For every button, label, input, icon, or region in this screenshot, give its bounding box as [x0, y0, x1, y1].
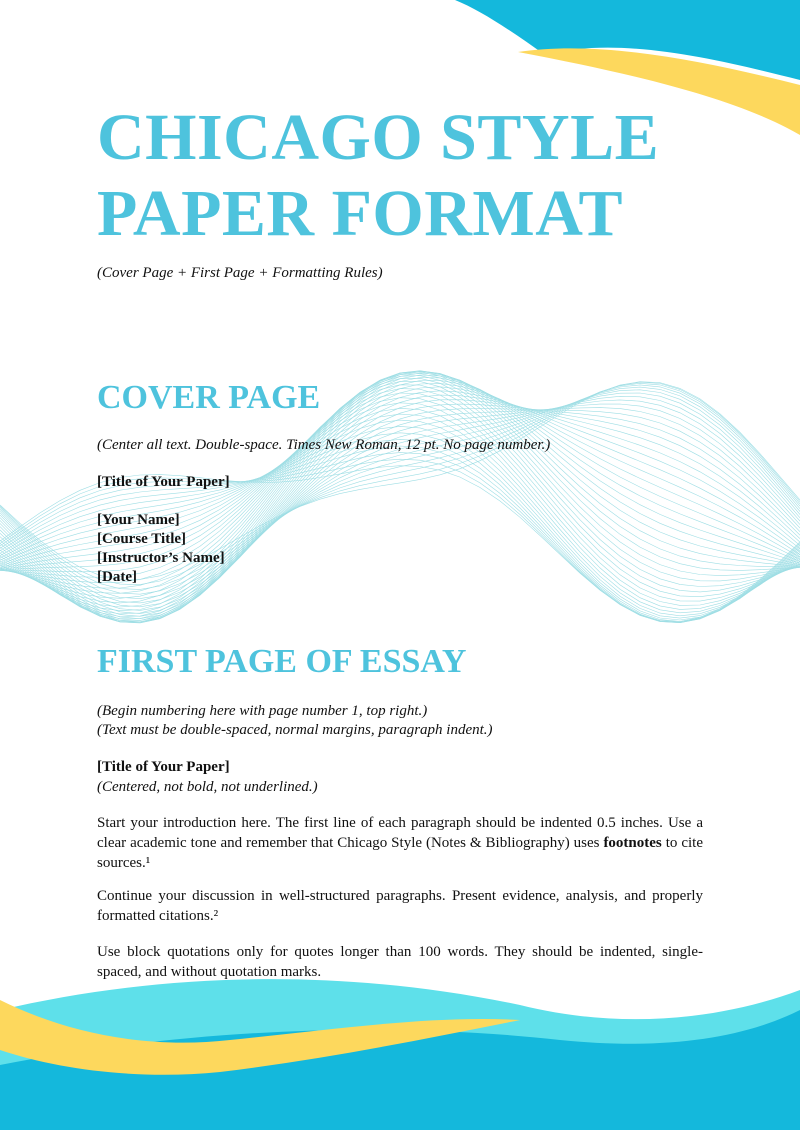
paragraph-discussion: Continue your discussion in well-structured paragraphs. Present evidence, analysis, and properly formatted citations.²: [97, 888, 703, 924]
main-title-line2: PAPER FORMAT: [97, 177, 623, 250]
first-page-note-spacing: (Text must be double-spaced, normal margins, paragraph indent.): [97, 722, 493, 738]
first-page-note-numbering: (Begin numbering here with page number 1, top right.): [97, 703, 428, 719]
first-page-heading: FIRST PAGE OF ESSAY: [97, 643, 467, 680]
cover-field-name: [Your Name]: [97, 512, 180, 528]
cover-title-placeholder: [Title of Your Paper]: [97, 474, 230, 490]
subtitle: (Cover Page + First Page + Formatting Rules): [97, 265, 383, 281]
paragraph-introduction-end: to cite sources.¹: [97, 835, 703, 871]
cover-field-instructor: [Instructor’s Name]: [97, 550, 225, 566]
cover-page-instructions: (Center all text. Double-space. Times New Roman, 12 pt. No page number.): [97, 437, 551, 453]
cover-page-heading: COVER PAGE: [97, 379, 321, 416]
essay-title-note: (Centered, not bold, not underlined.): [97, 779, 318, 795]
paragraph-introduction-text: Start your introduction here. The first line of each paragraph should be indented 0.5 inches. Use a clear academic tone and remember that Chicago Style (Notes & Bibliography) uses: [97, 815, 703, 851]
essay-title-placeholder: [Title of Your Paper]: [97, 759, 230, 775]
paragraph-introduction: [97, 813, 703, 873]
cover-field-course: [Course Title]: [97, 531, 187, 547]
main-title-line1: CHICAGO STYLE: [97, 101, 660, 174]
footnotes-keyword: footnotes: [603, 835, 662, 851]
cover-field-date: [Date]: [97, 569, 137, 585]
paragraph-block-quotations: Use block quotations only for quotes longer than 100 words. They should be indented, single-spaced, and without quotation marks.: [97, 944, 703, 980]
